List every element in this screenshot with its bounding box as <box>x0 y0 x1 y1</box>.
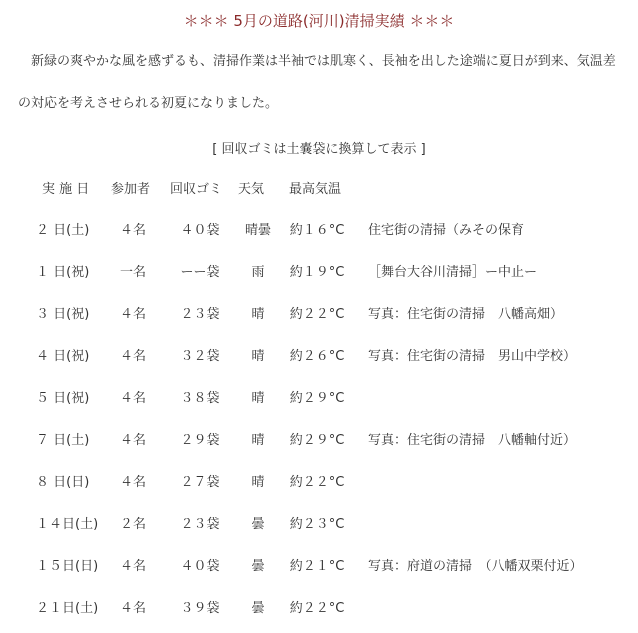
row-people: ４名 <box>119 475 146 490</box>
row-note: 写真：住宅街の清掃 八幡高畑） <box>368 307 564 322</box>
row-people: ４名 <box>119 391 146 406</box>
row-temp: 約１６°C <box>289 223 345 238</box>
row-note: 写真：住宅街の清掃 男山中学校） <box>368 349 577 364</box>
table-row <box>0 222 638 240</box>
row-bags: ２７袋 <box>180 475 220 490</box>
intro-line-1: 新緑の爽やかな風を感ずるも、清掃作業は半袖では肌寒く、長袖を出した途端に夏日が到来、気温差 <box>18 54 616 69</box>
row-people: ４名 <box>119 601 146 616</box>
table-row <box>0 558 638 576</box>
table-row <box>0 348 638 366</box>
row-bags: ３２袋 <box>180 349 220 364</box>
table-header <box>0 181 638 199</box>
row-date: ３ 日(祝) <box>36 307 90 322</box>
row-bags: ４０袋 <box>180 223 220 238</box>
row-weather: 晴 <box>251 475 265 490</box>
row-people: ４名 <box>119 349 146 364</box>
row-people: ４名 <box>119 307 146 322</box>
header-temp: 最高気温 <box>289 182 342 197</box>
row-temp: 約２３°C <box>289 517 345 532</box>
page-title: ＊＊＊ 5月の道路(河川)清掃実績 ＊＊＊ <box>183 12 455 30</box>
row-note: 写真：住宅街の清掃 八幡軸付近） <box>368 433 577 448</box>
row-people: 一名 <box>119 265 146 280</box>
row-temp: 約２２°C <box>289 307 345 322</box>
row-bags: ３８袋 <box>180 391 220 406</box>
row-weather: 曇 <box>251 517 265 532</box>
table-row <box>0 306 638 324</box>
row-weather: 晴 <box>251 391 265 406</box>
row-weather: 曇 <box>251 601 265 616</box>
row-bags: ーー袋 <box>180 265 220 280</box>
row-people: ４名 <box>119 433 146 448</box>
row-bags: ２９袋 <box>180 433 220 448</box>
row-bags: ２３袋 <box>180 517 220 532</box>
table-row <box>0 600 638 618</box>
row-weather: 曇 <box>251 559 265 574</box>
row-date: １４日(土) <box>36 517 99 532</box>
row-note: 写真：府道の清掃 （八幡双栗付近） <box>368 559 583 574</box>
unit-note: [ 回収ゴミは土嚢袋に換算して表示 ] <box>212 142 426 157</box>
row-people: ４名 <box>119 559 146 574</box>
header-bags: 回収ゴミ <box>170 182 223 197</box>
row-temp: 約２９°C <box>289 391 345 406</box>
row-date: ５ 日(祝) <box>36 391 90 406</box>
row-weather: 晴 <box>251 433 265 448</box>
row-temp: 約２２°C <box>289 601 345 616</box>
row-people: ４名 <box>119 223 146 238</box>
row-temp: 約２６°C <box>289 349 345 364</box>
row-temp: 約２１°C <box>289 559 345 574</box>
table-row <box>0 390 638 408</box>
row-note: 住宅街の清掃（みその保育 <box>368 223 525 238</box>
row-note: ［舞台大谷川清掃］ー中止ー <box>368 265 538 280</box>
row-temp: 約２９°C <box>289 433 345 448</box>
row-weather: 雨 <box>251 265 265 280</box>
row-date: ４ 日(祝) <box>36 349 90 364</box>
row-temp: 約２２°C <box>289 475 345 490</box>
row-bags: ３９袋 <box>180 601 220 616</box>
row-weather: 晴 <box>251 349 265 364</box>
row-date: ８ 日(日) <box>36 475 90 490</box>
row-bags: ４０袋 <box>180 559 220 574</box>
header-date: 実 施 日 <box>42 182 90 197</box>
table-row <box>0 432 638 450</box>
row-date: １ 日(祝) <box>36 265 90 280</box>
row-date: １５日(日) <box>36 559 99 574</box>
table-row <box>0 516 638 534</box>
table-row <box>0 264 638 282</box>
row-bags: ２３袋 <box>180 307 220 322</box>
intro-line-2: の対応を考えさせられる初夏になりました。 <box>18 96 279 111</box>
table-row <box>0 474 638 492</box>
row-weather: 晴曇 <box>244 223 271 238</box>
row-weather: 晴 <box>251 307 265 322</box>
row-temp: 約１９°C <box>289 265 345 280</box>
row-date: ７ 日(土) <box>36 433 90 448</box>
row-people: ２名 <box>119 517 146 532</box>
row-date: ２１日(土) <box>36 601 99 616</box>
header-people: 参加者 <box>111 182 151 197</box>
header-weather: 天気 <box>238 182 265 197</box>
row-date: ２ 日(土) <box>36 223 90 238</box>
